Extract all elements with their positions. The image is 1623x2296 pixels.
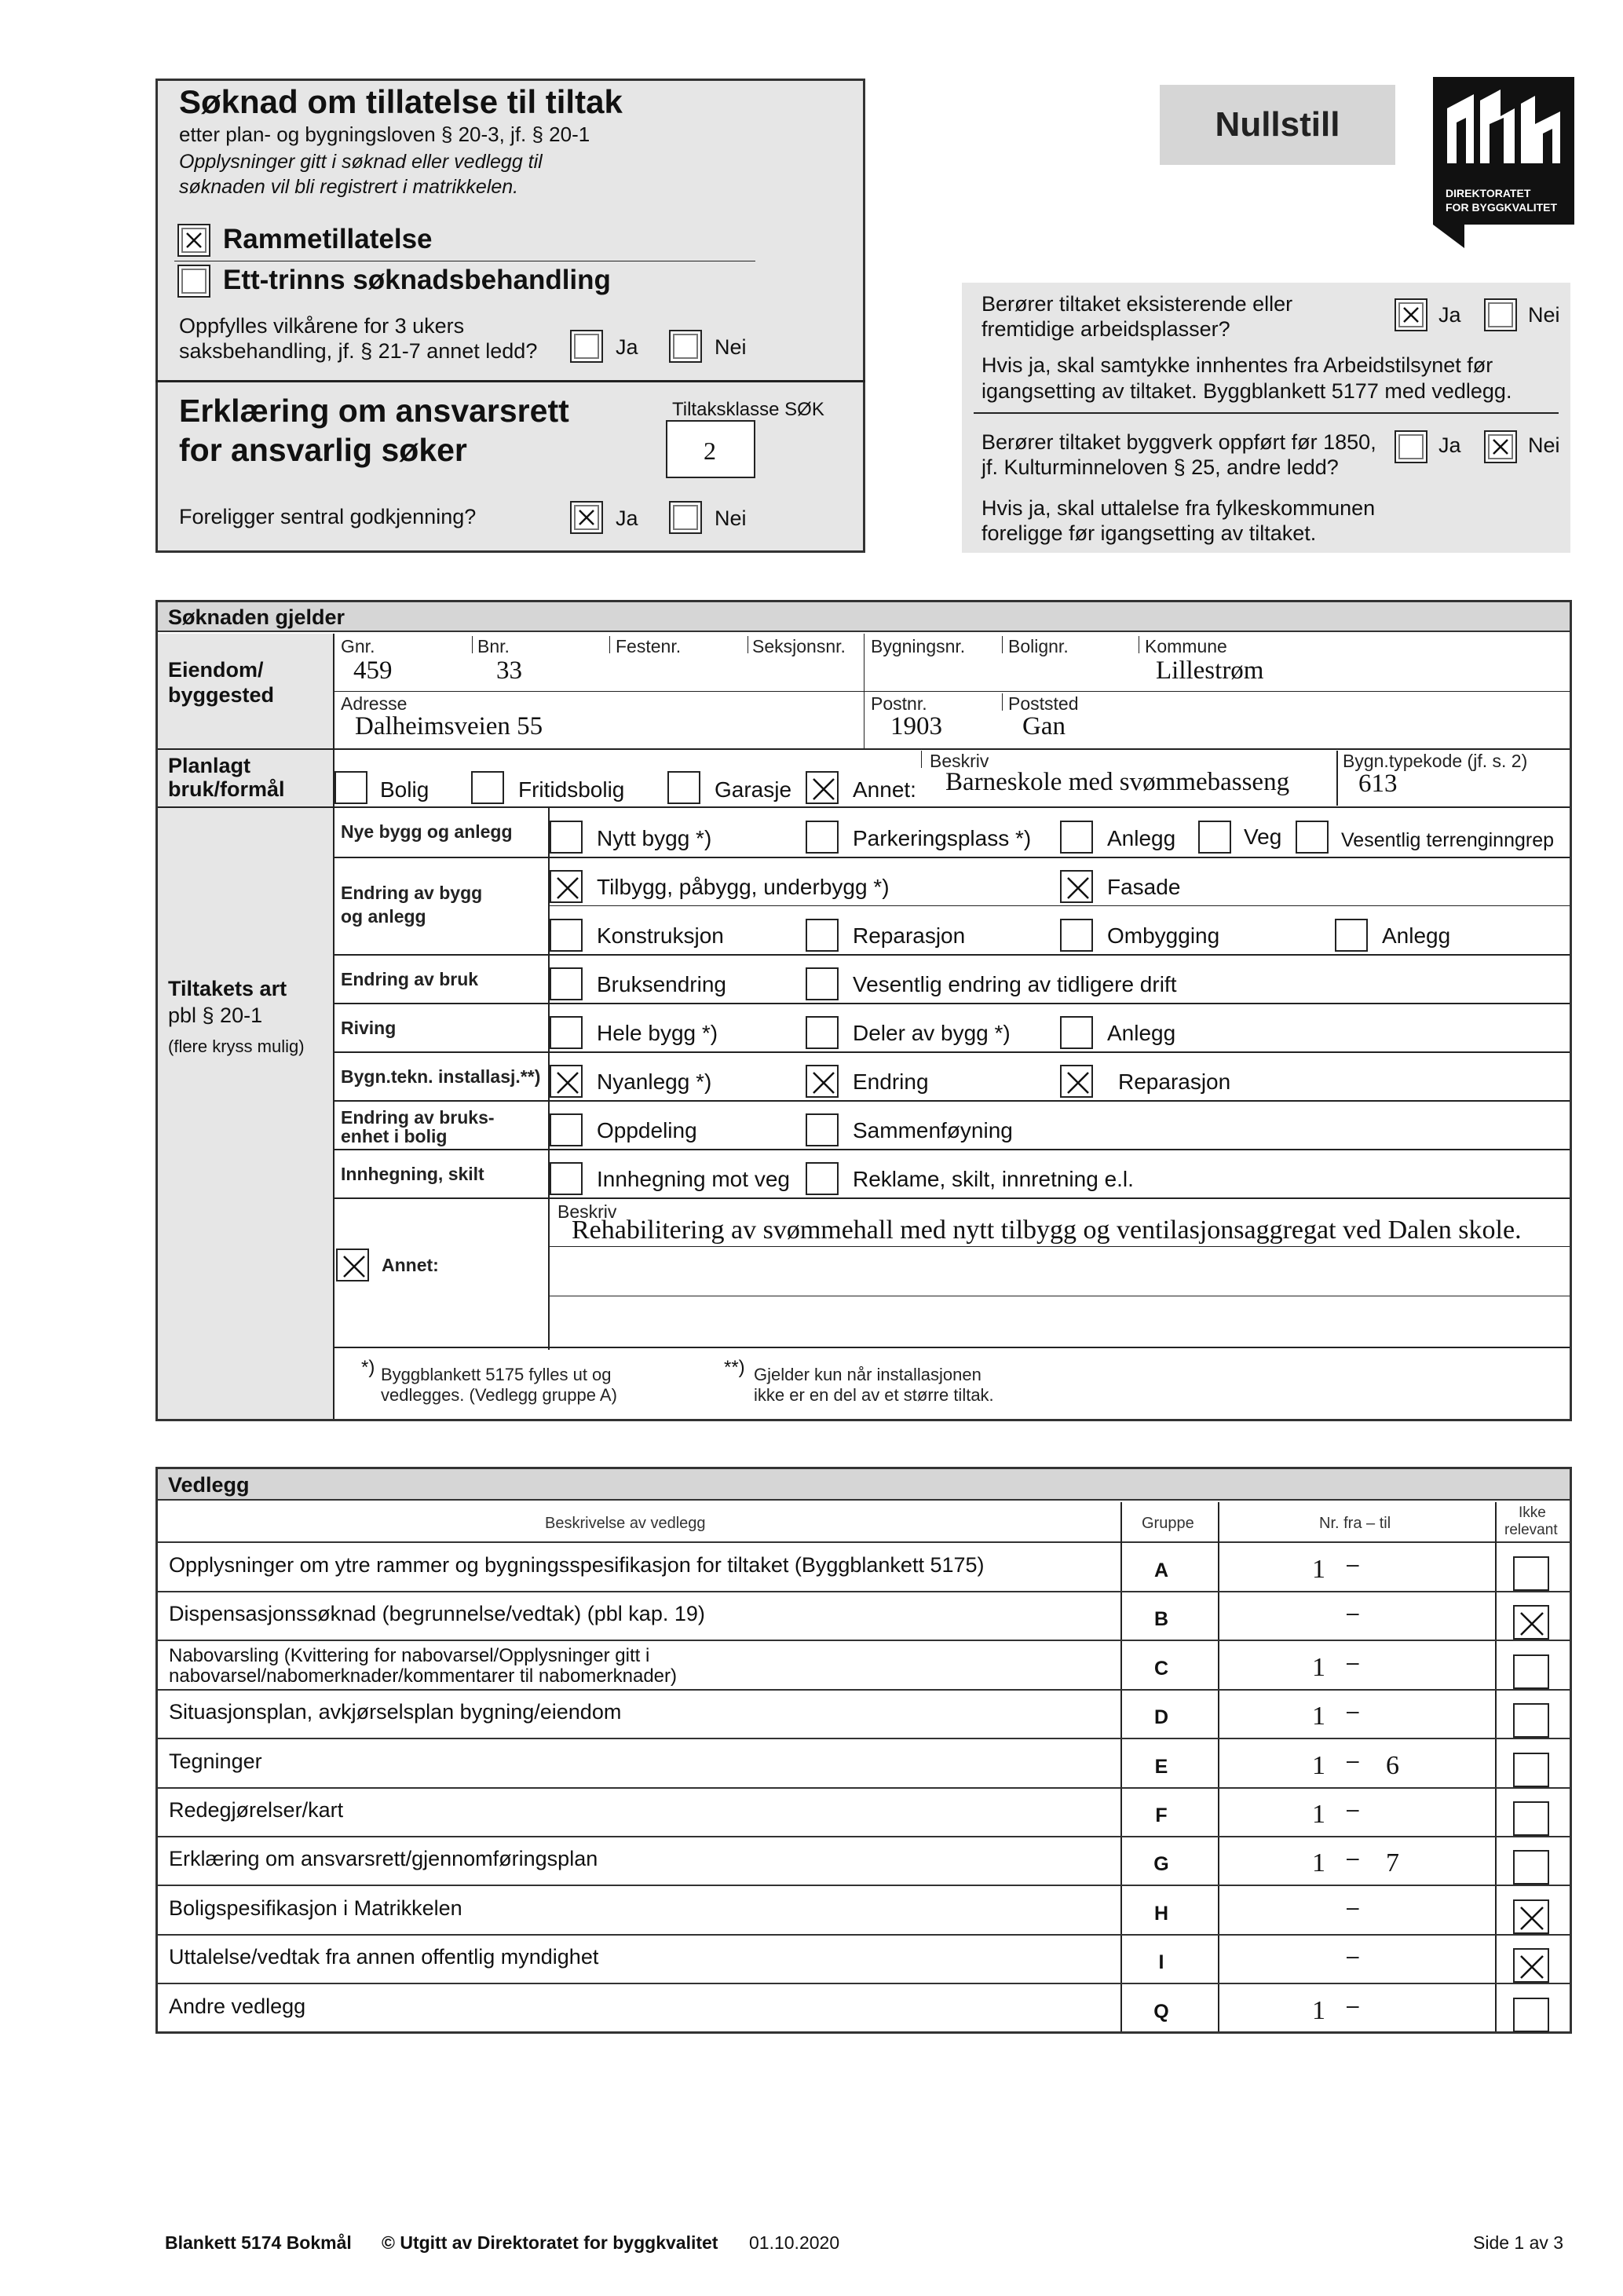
- poststed-value[interactable]: Gan: [1022, 712, 1066, 740]
- tiltak-label-1: Tiltakets art: [168, 977, 287, 1000]
- vedlegg-row: [158, 1985, 1570, 2034]
- divider: [864, 634, 865, 748]
- bruk-label-1: Planlagt: [168, 754, 251, 777]
- parkeringsplass-checkbox[interactable]: [806, 821, 839, 854]
- annet-bruk-checkbox[interactable]: [806, 771, 839, 804]
- kommune-value[interactable]: Lillestrøm: [1156, 656, 1264, 685]
- erklaering-title-1: Erklæring om ansvarsrett: [179, 393, 569, 429]
- vedlegg-nr-fra[interactable]: 1: [1312, 1653, 1325, 1682]
- tiltak-label-2: pbl § 20-1: [168, 1004, 263, 1027]
- vedlegg-row: [158, 1936, 1570, 1984]
- divider: [334, 857, 1570, 858]
- bygn-typekode-value[interactable]: 613: [1358, 770, 1398, 798]
- vedlegg-gruppe: G: [1153, 1853, 1169, 1875]
- deler-av-bygg-label: Deler av bygg *): [853, 1021, 1011, 1045]
- divider: [334, 691, 1570, 692]
- vedlegg-title: Vedlegg: [168, 1473, 250, 1497]
- divider: [550, 1246, 1570, 1247]
- tiltak-label-3: (flere kryss mulig): [168, 1036, 305, 1056]
- divider: [158, 748, 1570, 750]
- vedlegg-row: [158, 1789, 1570, 1837]
- garasje-label: Garasje: [715, 777, 792, 802]
- rammetillatelse-checkbox[interactable]: [177, 224, 210, 257]
- footer-copyright: © Utgitt av Direktoratet for byggkvalitet: [382, 2232, 718, 2253]
- row-innhegning: Innhegning, skilt: [341, 1164, 484, 1184]
- divider: [155, 380, 865, 382]
- bolig-checkbox[interactable]: [334, 771, 367, 804]
- dibk-logo: [1433, 77, 1574, 248]
- check-x-icon: [1516, 1951, 1548, 1983]
- ombygging-label: Ombygging: [1107, 923, 1220, 948]
- seksjonsnr-label: Seksjonsnr.: [752, 636, 846, 656]
- rammetillatelse-label: Rammetillatelse: [223, 224, 433, 254]
- vedlegg-gruppe: C: [1153, 1658, 1169, 1680]
- vedlegg-description: Dispensasjonssøknad (begrunnelse/vedtak) (pbl kap. 19): [169, 1602, 705, 1625]
- innhegning-checkbox[interactable]: [550, 1162, 583, 1195]
- sentral-ja-checkbox[interactable]: [570, 501, 603, 534]
- ja-label: Ja: [616, 335, 638, 359]
- gnr-value[interactable]: 459: [353, 656, 393, 685]
- footnote-1-line-2: vedlegges. (Vedlegg gruppe A): [381, 1385, 617, 1405]
- vedlegg-gruppe: F: [1155, 1804, 1168, 1826]
- hele-bygg-label: Hele bygg *): [597, 1021, 718, 1045]
- vedlegg-gruppe: H: [1153, 1903, 1169, 1925]
- terrenginngrep-label: Vesentlig terrenginngrep: [1341, 829, 1555, 851]
- anlegg-nye-label: Anlegg: [1107, 826, 1176, 850]
- tiltak-beskriv-line-3[interactable]: [550, 1297, 1570, 1346]
- bnr-label: Bnr.: [477, 636, 510, 656]
- check-x-icon: [809, 774, 839, 804]
- check-x-icon: [1398, 302, 1424, 328]
- three-weeks-question-2: saksbehandling, jf. § 21-7 annet ledd?: [179, 339, 538, 363]
- divider: [334, 1149, 1570, 1150]
- tiltak-beskriv-value[interactable]: Rehabilitering av svømmehall med nytt tilbygg og ventilasjonsaggregat ved Dalen skole.: [572, 1216, 1522, 1245]
- tiltaksklasse-label: Tiltaksklasse SØK: [672, 399, 824, 420]
- row-riving: Riving: [341, 1018, 397, 1038]
- parkeringsplass-label: Parkeringsplass *): [853, 826, 1032, 850]
- annet-bruk-label: Annet:: [853, 777, 916, 802]
- vedlegg-gruppe: A: [1153, 1559, 1169, 1581]
- konstruksjon-checkbox[interactable]: [550, 919, 583, 952]
- eiendom-label-2: byggested: [168, 683, 275, 707]
- vedlegg-row: [158, 1642, 1570, 1691]
- vedlegg-nr-dash: –: [1347, 1845, 1359, 1870]
- eiendom-label-1: Eiendom/: [168, 658, 264, 682]
- footnote-1-mark: *): [361, 1357, 375, 1378]
- tilbygg-label: Tilbygg, påbygg, underbygg *): [597, 875, 890, 899]
- bruk-label-2: bruk/formål: [168, 777, 285, 801]
- three-weeks-question-1: Oppfylles vilkårene for 3 ukers: [179, 314, 465, 338]
- ikke-relevant-checkbox[interactable]: [1513, 1801, 1549, 1836]
- poststed-label: Poststed: [1008, 693, 1079, 714]
- vedlegg-nr-dash: –: [1347, 1600, 1359, 1625]
- footnote-1-line-1: Byggblankett 5175 fylles ut og: [381, 1365, 612, 1384]
- fasade-checkbox[interactable]: [1060, 870, 1093, 903]
- reparasjon-installasjon-checkbox[interactable]: [1060, 1065, 1093, 1098]
- bruksendring-checkbox[interactable]: [550, 967, 583, 1000]
- annet-tiltak-label: Annet:: [382, 1255, 439, 1275]
- soknaden-header-bar: [158, 602, 1570, 632]
- dibk-logo-icon: [1433, 77, 1574, 248]
- vedlegg-row: [158, 1740, 1570, 1789]
- form-subtitle: etter plan- og bygningsloven § 20-3, jf. § 20-1: [179, 122, 590, 146]
- col-beskrivelse: Beskrivelse av vedlegg: [545, 1515, 706, 1532]
- vedlegg-description-2: nabovarsel/nabomerknader/kommentarer til nabomerknader): [169, 1665, 677, 1687]
- vedlegg-row: [158, 1691, 1570, 1739]
- vedlegg-description: Uttalelse/vedtak fra annen offentlig myndighet: [169, 1945, 599, 1969]
- bolignr-label: Bolignr.: [1008, 636, 1069, 656]
- col-nr: Nr. fra – til: [1319, 1515, 1391, 1532]
- bolig-label: Bolig: [380, 777, 430, 802]
- nytt-bygg-label: Nytt bygg *): [597, 826, 712, 850]
- bygn-typekode-label: Bygn.typekode (jf. s. 2): [1343, 751, 1528, 771]
- row-bruksenhet-1: Endring av bruks-: [341, 1107, 495, 1128]
- ikke-relevant-checkbox[interactable]: [1513, 1850, 1549, 1885]
- postnr-label: Postnr.: [871, 693, 927, 714]
- vedlegg-nr-dash: –: [1347, 1650, 1359, 1674]
- anlegg-nye-checkbox[interactable]: [1060, 821, 1093, 854]
- divider: [550, 905, 1570, 906]
- ombygging-checkbox[interactable]: [1060, 919, 1093, 952]
- footnote-2-line-1: Gjelder kun når installasjonen: [754, 1365, 981, 1384]
- check-x-icon: [809, 1068, 839, 1098]
- endring-installasjon-label: Endring: [853, 1069, 929, 1094]
- row-endring-bygg-2: og anlegg: [341, 906, 426, 927]
- check-x-icon: [573, 504, 600, 531]
- vedlegg-gruppe: E: [1154, 1756, 1168, 1778]
- vedlegg-nr-dash: –: [1347, 1993, 1359, 2017]
- vedlegg-description: Opplysninger om ytre rammer og bygningsspesifikasjon for tiltaket (Byggblankett 5175): [169, 1553, 985, 1577]
- check-x-icon: [1063, 873, 1093, 903]
- vesentlig-endring-label: Vesentlig endring av tidligere drift: [853, 972, 1177, 996]
- arbeidsplasser-info-2: igangsetting av tiltaket. Byggblankett 5177 med vedlegg.: [981, 379, 1512, 403]
- vedlegg-nr-fra[interactable]: 1: [1312, 1800, 1325, 1829]
- check-x-icon: [1516, 1903, 1548, 1934]
- terrenginngrep-checkbox[interactable]: [1296, 821, 1329, 854]
- arbeidsplasser-nei-checkbox[interactable]: [1484, 298, 1517, 331]
- vedlegg-description: Andre vedlegg: [169, 1994, 306, 2018]
- reklame-checkbox[interactable]: [806, 1162, 839, 1195]
- vedlegg-nr-fra[interactable]: 1: [1312, 1996, 1325, 2025]
- vedlegg-description: Erklæring om ansvarsrett/gjennomføringsplan: [169, 1847, 598, 1870]
- footer-page: Side 1 av 3: [1473, 2232, 1564, 2253]
- row-installasjon: Bygn.tekn. installasj.**): [341, 1066, 541, 1087]
- check-x-icon: [1487, 433, 1514, 460]
- vedlegg-nr-dash: –: [1347, 1895, 1359, 1919]
- divider: [334, 1100, 1570, 1102]
- anlegg-riving-label: Anlegg: [1107, 1021, 1176, 1045]
- vedlegg-description: Nabovarsling (Kvittering for nabovarsel/Opplysninger gitt i: [169, 1645, 650, 1666]
- reparasjon-installasjon-label: Reparasjon: [1118, 1069, 1231, 1094]
- ja-label: Ja: [1438, 303, 1461, 327]
- row-bruksenhet-2: enhet i bolig: [341, 1126, 448, 1146]
- ett-trinns-checkbox[interactable]: [177, 265, 210, 298]
- ett-trinns-label: Ett-trinns søknadsbehandling: [223, 265, 611, 295]
- ikke-relevant-checkbox[interactable]: [1513, 1998, 1549, 2032]
- nyanlegg-checkbox[interactable]: [550, 1065, 583, 1098]
- reset-button-label: Nullstill: [1215, 105, 1340, 144]
- tiltaksklasse-value: 2: [704, 437, 716, 465]
- divider: [472, 636, 473, 653]
- vedlegg-nr-til[interactable]: 6: [1386, 1751, 1399, 1780]
- nyanlegg-label: Nyanlegg *): [597, 1069, 712, 1094]
- bygningsnr-label: Bygningsnr.: [871, 636, 966, 656]
- vedlegg-nr-dash: –: [1347, 1748, 1359, 1772]
- ja-label: Ja: [616, 506, 638, 530]
- footnote-2-line-2: ikke er en del av et større tiltak.: [754, 1385, 994, 1405]
- nei-label: Nei: [1528, 303, 1560, 327]
- oppdeling-checkbox[interactable]: [550, 1113, 583, 1146]
- festenr-label: Festenr.: [616, 636, 682, 656]
- row-nye-bygg: Nye bygg og anlegg: [341, 821, 513, 842]
- ikke-relevant-checkbox[interactable]: [1513, 1899, 1549, 1934]
- logo-text-1: DIREKTORATET: [1446, 187, 1531, 199]
- arbeidsplasser-info-1: Hvis ja, skal samtykke innhentes fra Arbeidstilsynet før: [981, 353, 1493, 377]
- footer-date: 01.10.2020: [749, 2232, 840, 2253]
- anlegg-riving-checkbox[interactable]: [1060, 1016, 1093, 1049]
- vedlegg-header-bar: [158, 1469, 1570, 1501]
- three-weeks-nei-checkbox[interactable]: [669, 330, 702, 363]
- vedlegg-description: Tegninger: [169, 1749, 262, 1773]
- ikke-relevant-checkbox[interactable]: [1513, 1703, 1549, 1738]
- bruk-beskriv-label: Beskriv: [930, 751, 989, 771]
- reset-button[interactable]: [1160, 85, 1395, 165]
- vedlegg-description: Situasjonsplan, avkjørselsplan bygning/eiendom: [169, 1700, 622, 1724]
- fritidsbolig-label: Fritidsbolig: [518, 777, 625, 802]
- form-title: Søknad om tillatelse til tiltak: [179, 83, 623, 120]
- vedlegg-gruppe: B: [1153, 1608, 1169, 1630]
- hele-bygg-checkbox[interactable]: [550, 1016, 583, 1049]
- divider: [1002, 693, 1003, 711]
- tiltak-beskriv-label: Beskriv: [557, 1201, 617, 1222]
- sentral-godkjenning-question: Foreligger sentral godkjenning?: [179, 505, 477, 528]
- arbeidsplasser-ja-checkbox[interactable]: [1395, 298, 1427, 331]
- gnr-label: Gnr.: [341, 636, 375, 656]
- registration-note-2: søknaden vil bli registrert i matrikkelen.: [179, 176, 519, 198]
- arbeidsplasser-question-2: fremtidige arbeidsplasser?: [981, 317, 1230, 341]
- ikke-relevant-checkbox[interactable]: [1513, 1556, 1549, 1591]
- tiltak-beskriv-line-2[interactable]: [550, 1248, 1570, 1295]
- divider: [334, 1347, 1570, 1348]
- reklame-label: Reklame, skilt, innretning e.l.: [853, 1167, 1134, 1191]
- vedlegg-gruppe: D: [1153, 1706, 1169, 1728]
- adresse-value[interactable]: Dalheimsveien 55: [355, 712, 543, 740]
- annet-tiltak-checkbox[interactable]: [336, 1249, 369, 1281]
- soknaden-title: Søknaden gjelder: [168, 605, 345, 629]
- vedlegg-nr-til[interactable]: 7: [1386, 1848, 1399, 1877]
- divider: [334, 954, 1570, 956]
- nei-label: Nei: [715, 335, 747, 359]
- fasade-label: Fasade: [1107, 875, 1181, 899]
- kulturminne-question-1: Berører tiltaket byggverk oppført før 1850,: [981, 430, 1376, 454]
- divider: [334, 1197, 1570, 1199]
- tilbygg-checkbox[interactable]: [550, 870, 583, 903]
- vedlegg-row: [158, 1837, 1570, 1886]
- vedlegg-nr-dash: –: [1347, 1943, 1359, 1968]
- vedlegg-nr-fra[interactable]: 1: [1312, 1848, 1325, 1877]
- divider: [974, 412, 1559, 414]
- logo-text-2: FOR BYGGKVALITET: [1446, 201, 1558, 214]
- reparasjon-bygg-label: Reparasjon: [853, 923, 966, 948]
- vedlegg-nr-dash: –: [1347, 1698, 1359, 1723]
- postnr-value[interactable]: 1903: [890, 712, 942, 740]
- footer-blankett: Blankett 5174 Bokmål: [165, 2232, 352, 2253]
- vedlegg-description: Redegjørelser/kart: [169, 1798, 344, 1822]
- reparasjon-bygg-checkbox[interactable]: [806, 919, 839, 952]
- col-ikke-2: relevant: [1504, 1522, 1558, 1538]
- vedlegg-row: [158, 1592, 1570, 1641]
- vedlegg-nr-dash: –: [1347, 1552, 1359, 1576]
- kulturminne-nei-checkbox[interactable]: [1484, 430, 1517, 463]
- ikke-relevant-checkbox[interactable]: [1513, 1948, 1549, 1983]
- anlegg-endring-label: Anlegg: [1382, 923, 1451, 948]
- check-x-icon: [1516, 1608, 1548, 1640]
- konstruksjon-label: Konstruksjon: [597, 923, 724, 948]
- kulturminne-ja-checkbox[interactable]: [1395, 430, 1427, 463]
- ikke-relevant-checkbox[interactable]: [1513, 1605, 1549, 1640]
- col-gruppe: Gruppe: [1142, 1515, 1194, 1532]
- divider: [1336, 751, 1338, 806]
- check-x-icon: [339, 1252, 369, 1281]
- bruksendring-label: Bruksendring: [597, 972, 726, 996]
- vedlegg-description: Boligspesifikasjon i Matrikkelen: [169, 1896, 462, 1920]
- sentral-nei-checkbox[interactable]: [669, 501, 702, 534]
- vedlegg-nr-fra[interactable]: 1: [1312, 1702, 1325, 1731]
- divider: [333, 634, 334, 1419]
- footnote-2-mark: **): [724, 1357, 745, 1378]
- divider: [1002, 636, 1003, 653]
- vedlegg-row: [158, 1544, 1570, 1592]
- veg-label: Veg: [1244, 824, 1282, 849]
- bruk-beskriv-value[interactable]: Barneskole med svømmebasseng: [945, 768, 1290, 796]
- divider: [334, 1003, 1570, 1004]
- ikke-relevant-checkbox[interactable]: [1513, 1753, 1549, 1787]
- sammenfoyning-checkbox[interactable]: [806, 1113, 839, 1146]
- nei-label: Nei: [715, 506, 747, 530]
- registration-note-1: Opplysninger gitt i søknad eller vedlegg til: [179, 151, 543, 173]
- nei-label: Nei: [1528, 433, 1560, 457]
- veg-checkbox[interactable]: [1198, 821, 1231, 854]
- divider: [921, 751, 922, 768]
- arbeidsplasser-question-1: Berører tiltaket eksisterende eller: [981, 292, 1293, 316]
- vedlegg-nr-dash: –: [1347, 1797, 1359, 1821]
- kulturminne-question-2: jf. Kulturminneloven § 25, andre ledd?: [981, 455, 1339, 479]
- divider: [158, 806, 1570, 808]
- vesentlig-endring-checkbox[interactable]: [806, 967, 839, 1000]
- innhegning-label: Innhegning mot veg: [597, 1167, 790, 1191]
- vedlegg-gruppe: Q: [1153, 2001, 1169, 2023]
- kulturminne-info-1: Hvis ja, skal uttalelse fra fylkeskommunen: [981, 496, 1376, 520]
- col-ikke-1: Ikke: [1519, 1504, 1546, 1521]
- row-endring-bruk: Endring av bruk: [341, 969, 479, 989]
- kommune-label: Kommune: [1145, 636, 1227, 656]
- kulturminne-info-2: foreligge før igangsetting av tiltaket.: [981, 521, 1317, 545]
- check-x-icon: [553, 873, 583, 903]
- check-x-icon: [181, 227, 207, 254]
- vedlegg-nr-fra[interactable]: 1: [1312, 1751, 1325, 1780]
- check-x-icon: [1063, 1068, 1093, 1098]
- ikke-relevant-checkbox[interactable]: [1513, 1654, 1549, 1689]
- row-endring-bygg-1: Endring av bygg: [341, 883, 483, 903]
- sammenfoyning-label: Sammenføyning: [853, 1118, 1013, 1143]
- deler-av-bygg-checkbox[interactable]: [806, 1016, 839, 1049]
- divider: [334, 1051, 1570, 1053]
- vedlegg-nr-fra[interactable]: 1: [1312, 1555, 1325, 1584]
- anlegg-endring-checkbox[interactable]: [1335, 919, 1368, 952]
- endring-installasjon-checkbox[interactable]: [806, 1065, 839, 1098]
- fritidsbolig-checkbox[interactable]: [471, 771, 504, 804]
- divider: [609, 636, 610, 653]
- vedlegg-gruppe: I: [1158, 1951, 1164, 1973]
- garasje-checkbox[interactable]: [667, 771, 700, 804]
- ja-label: Ja: [1438, 433, 1461, 457]
- adresse-label: Adresse: [341, 693, 408, 714]
- oppdeling-label: Oppdeling: [597, 1118, 697, 1143]
- bnr-value[interactable]: 33: [496, 656, 522, 685]
- nytt-bygg-checkbox[interactable]: [550, 821, 583, 854]
- check-x-icon: [553, 1068, 583, 1098]
- three-weeks-ja-checkbox[interactable]: [570, 330, 603, 363]
- vedlegg-row: [158, 1887, 1570, 1936]
- erklaering-title-2: for ansvarlig søker: [179, 432, 467, 468]
